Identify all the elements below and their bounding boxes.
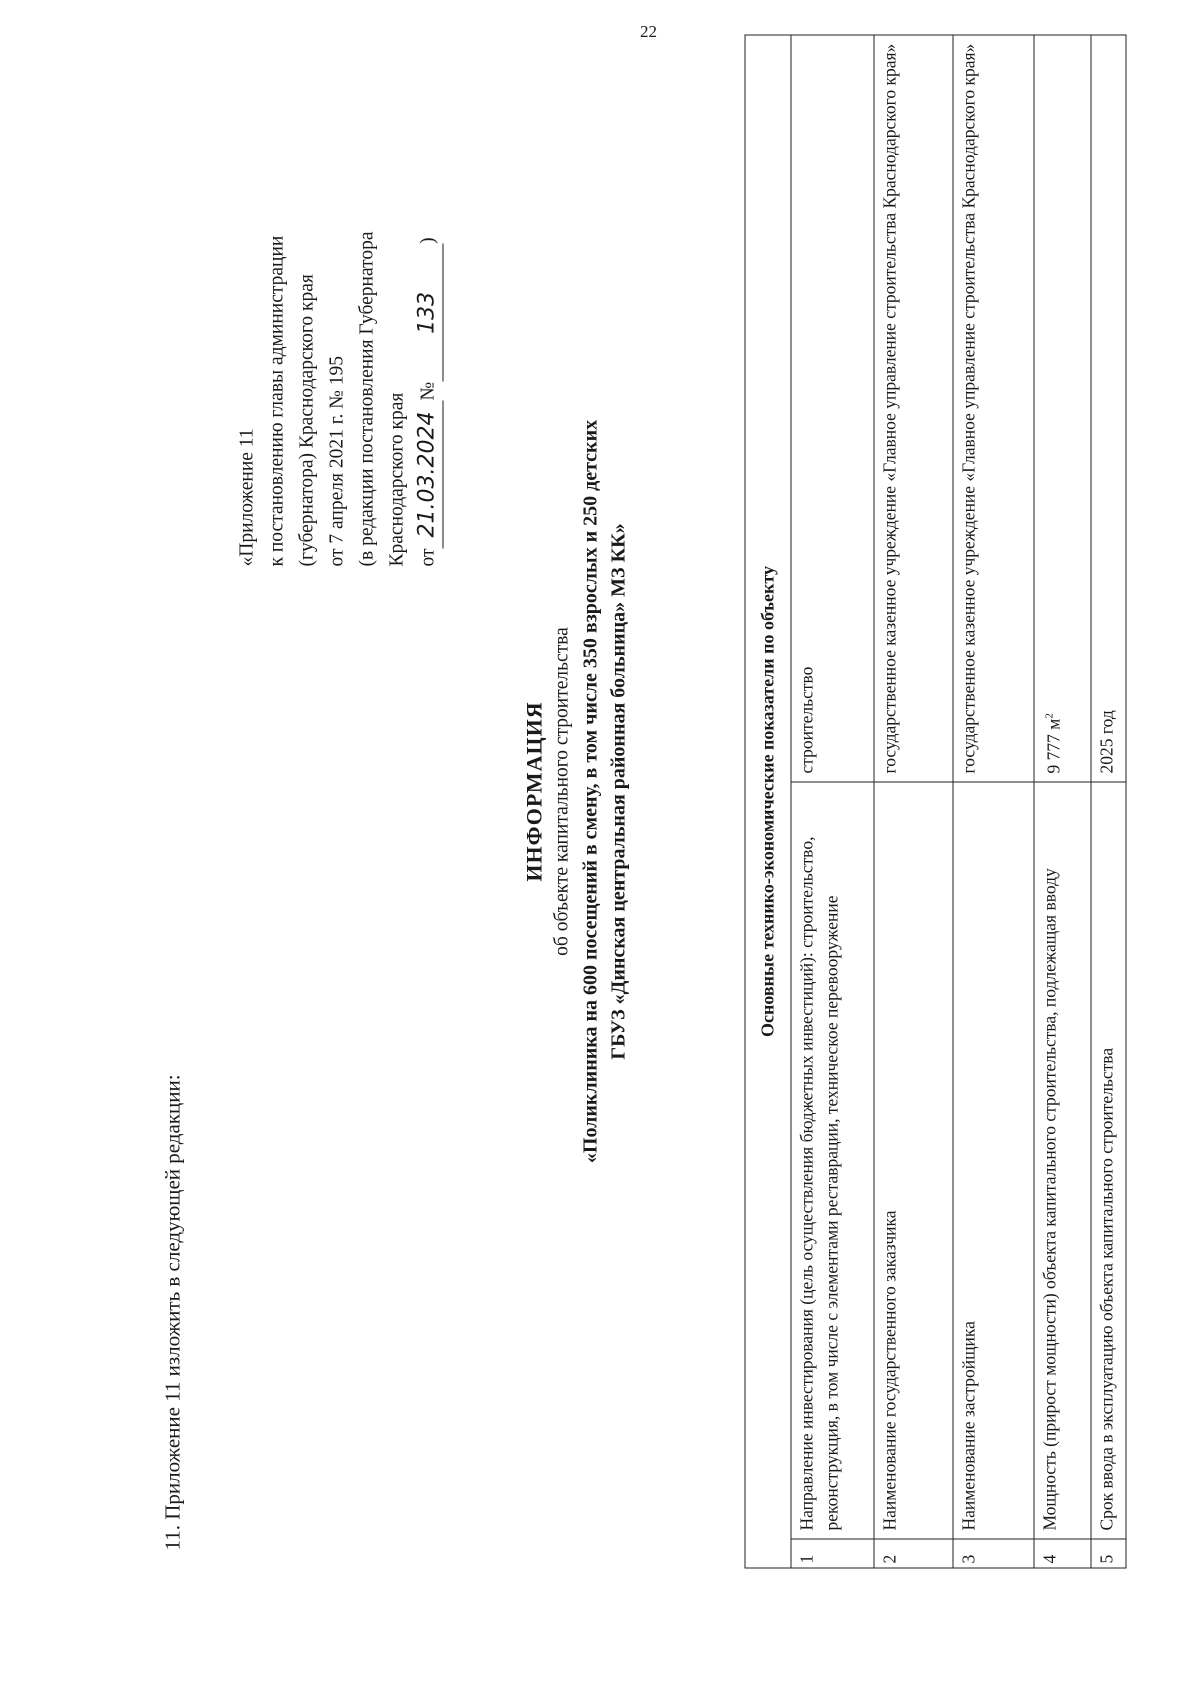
table-row [953,35,1034,1568]
row-indicator-name: Наименование государственного заказчика [874,782,953,1539]
table-header-row [745,35,791,1568]
table-row [1034,35,1091,1568]
approval-block [233,7,444,567]
approval-line: к постановлению главы администрации [266,235,288,567]
indicators-table [745,35,1127,1569]
page-number: 22 [640,22,657,41]
approval-line: «Приложение 11 [236,428,258,567]
table-row [1091,35,1126,1568]
approval-number-prefix: № [417,381,439,401]
row-indicator-name: Срок ввода в эксплуатацию объекта капитального строительства [1091,782,1126,1539]
row-number: 3 [953,1539,1034,1568]
table-header: Основные технико-экономические показатели по объекту [745,35,791,1568]
title-object-name: «Поликлиника на 600 посещений в смену, в том числе 350 взрослых и 250 детских [579,419,602,1164]
row-indicator-value: 2025 год [1091,35,1126,782]
handwritten-number: 133 [413,244,444,382]
approval-closing-paren: ) [417,237,439,244]
row-indicator-name: Мощность (прирост мощности) объекта капитального строительства, подлежащая вводу [1034,782,1091,1539]
row-number: 5 [1091,1539,1126,1568]
unit-superscript: 2 [1043,713,1056,719]
approval-line: Краснодарского края [386,392,408,567]
row-indicator-value: 9 777 м [1043,718,1064,774]
row-number: 4 [1034,1539,1091,1568]
intro-line: 11. Приложение 11 изложить в следующей редакции: [160,1074,185,1551]
document-title [521,7,633,1577]
row-number: 1 [791,1539,874,1568]
table-row [791,35,874,1568]
title-main: ИНФОРМАЦИЯ [521,701,547,882]
row-indicator-value: строительство [791,35,874,782]
approval-date-number-line [413,7,444,567]
row-number: 2 [874,1539,953,1568]
handwritten-date: 21.03.2024 [413,400,444,548]
row-indicator-value-cell [1034,35,1091,782]
row-indicator-value: государственное казенное учреждение «Главное управление строительства Краснодарского края» [874,35,953,782]
title-subtitle: об объекте капитального строительства [551,627,573,956]
approval-line: (губернатора) Краснодарского края [296,274,318,567]
approval-line: от 7 апреля 2021 г. № 195 [326,356,348,567]
approval-from-prefix: от [417,548,439,567]
row-indicator-name: Направление инвестирования (цель осуществления бюджетных инвестиций): строительство, реконструкция, в том числе с элементами реставрации, техническое перевооружение [791,782,874,1539]
rotated-page-content [1,0,1200,1697]
table-row [874,35,953,1568]
approval-line: (в редакции постановления Губернатора [356,231,378,567]
title-institution: ГБУЗ «Динская центральная районная больница» МЗ КК» [607,523,630,1060]
row-indicator-name: Наименование застройщика [953,782,1034,1539]
row-indicator-value: государственное казенное учреждение «Главное управление строительства Краснодарского края» [953,35,1034,782]
